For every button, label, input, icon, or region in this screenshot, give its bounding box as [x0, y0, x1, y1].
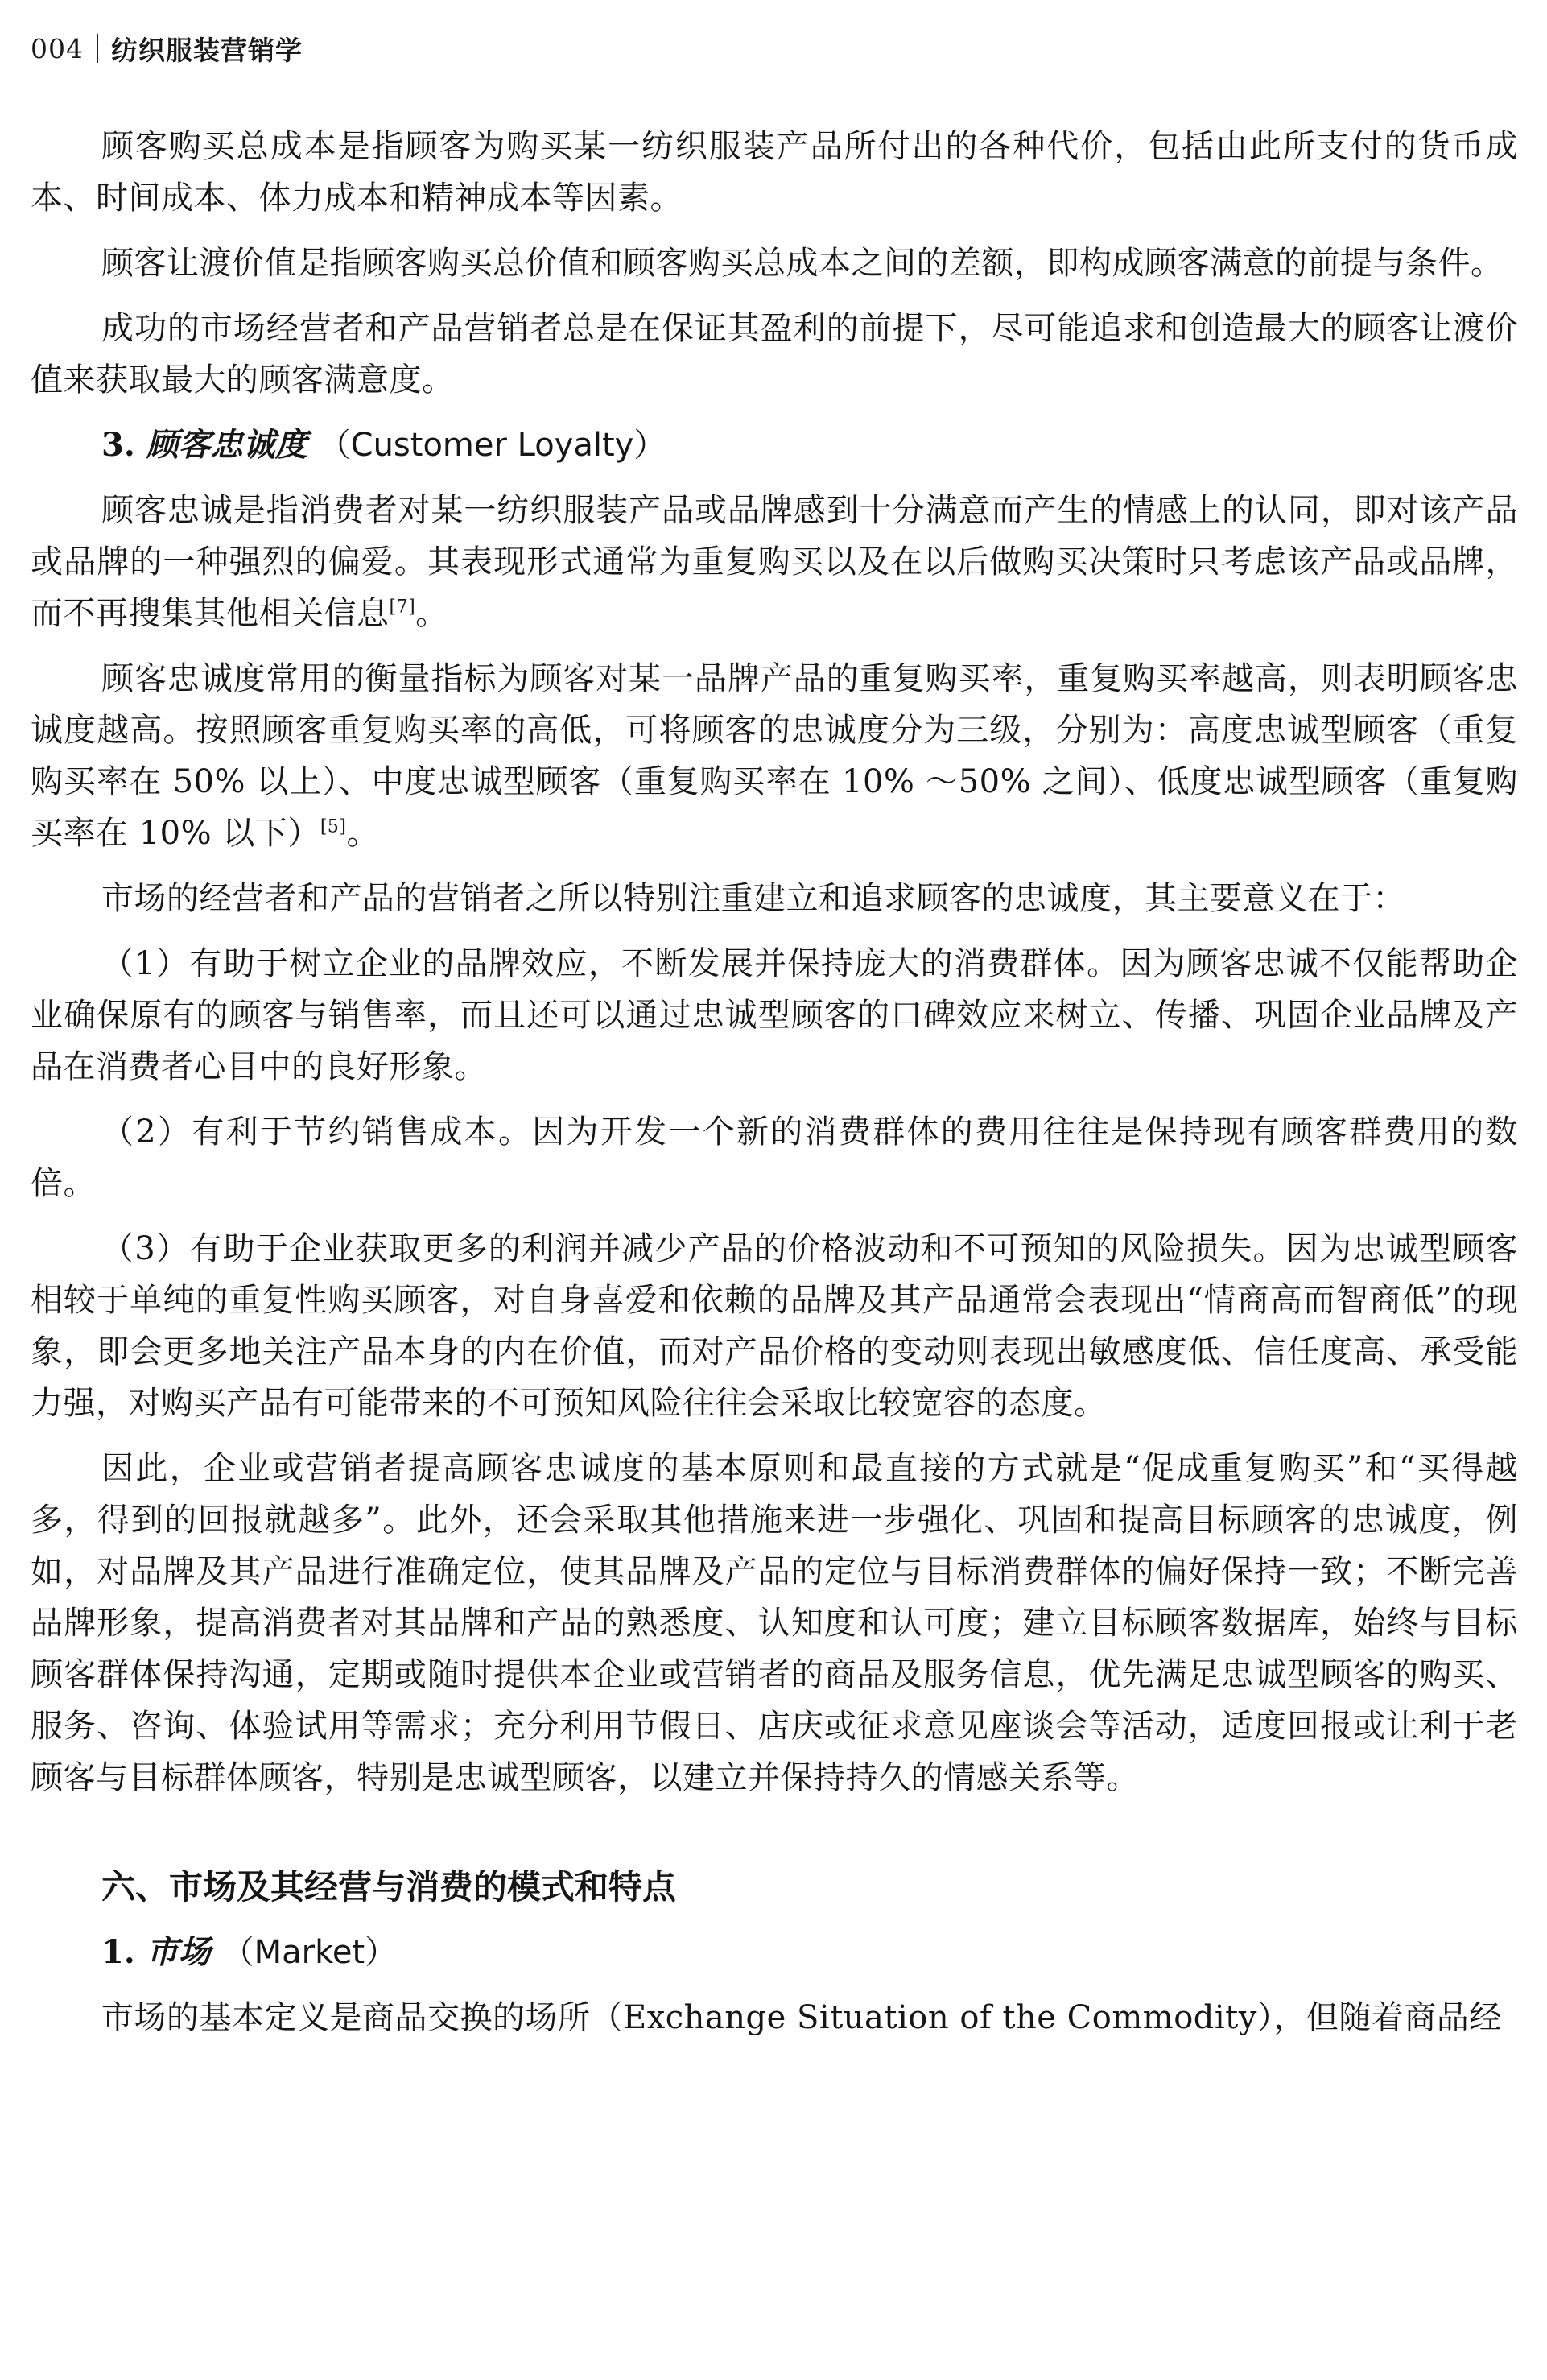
subheading-customer-loyalty — [31, 419, 1518, 471]
paragraph-market-definition: 市场的基本定义是商品交换的场所（Exchange Situation of the Commodity），但随着商品经 — [101, 1999, 1502, 2036]
paragraph-total-cost: 顾客购买总成本是指顾客为购买某一纺织服装产品所付出的各种代价，包括由此所支付的货币成本、时间成本、体力成本和精神成本等因素。 — [31, 128, 1518, 217]
paragraph-significance-intro: 市场的经营者和产品的营销者之所以特别注重建立和追求顾客的忠诚度，其主要意义在于： — [101, 880, 1405, 917]
paragraph-successful-marketers: 成功的市场经营者和产品营销者总是在保证其盈利的前提下，尽可能追求和创造最大的顾客让渡价值来获取最大的顾客满意度。 — [31, 310, 1518, 399]
section-heading-6: 六、市场及其经营与消费的模式和特点 — [101, 1867, 677, 1907]
subheading-title: 市场 — [146, 1933, 211, 1971]
paragraph-end: 。 — [346, 815, 380, 852]
header-divider — [97, 34, 98, 63]
subheading-market — [31, 1927, 1518, 1978]
subheading-english: （Customer Loyalty） — [318, 427, 666, 464]
paragraph-delivered-value: 顾客让渡价值是指顾客购买总价值和顾客购买总成本之间的差额，即构成顾客满意的前提与条件。 — [101, 245, 1504, 282]
paragraph-point-1: （1）有助于树立企业的品牌效应，不断发展并保持庞大的消费群体。因为顾客忠诚不仅能帮助企业确保原有的顾客与销售率，而且还可以通过忠诚型顾客的口碑效应来树立、传播、巩固企业品牌及产品在消费者心目中的良好形象。 — [31, 945, 1518, 1085]
citation-ref: [5] — [320, 816, 347, 837]
paragraph-text: 顾客忠诚是指消费者对某一纺织服装产品或品牌感到十分满意而产生的情感上的认同，即对该产品或品牌的一种强烈的偏爱。其表现形式通常为重复购买以及在以后做购买决策时只考虑该产品或品牌，而不再搜集其他相关信息 — [31, 492, 1518, 632]
subheading-english: （Market） — [221, 1934, 398, 1971]
paragraph-conclusion: 因此，企业或营销者提高顾客忠诚度的基本原则和最直接的方式就是“促成重复购买”和“买得越多，得到的回报就越多”。此外，还会采取其他措施来进一步强化、巩固和提高目标顾客的忠诚度，例如，对品牌及其产品进行准确定位，使其品牌及产品的定位与目标消费群体的偏好保持一致；不断完善品牌形象，提高消费者对其品牌和产品的熟悉度、认知度和认可度；建立目标顾客数据库，始终与目标顾客群体保持沟通，定期或随时提供本企业或营销者的商品及服务信息，优先满足忠诚型顾客的购买、服务、咨询、体验试用等需求；充分利用节假日、店庆或征求意见座谈会等活动，适度回报或让利于老顾客与目标群体顾客，特别是忠诚型顾客，以建立并保持持久的情感关系等。 — [31, 1450, 1518, 1796]
paragraph-loyalty-definition — [31, 485, 1518, 639]
paragraph-point-2: （2）有利于节约销售成本。因为开发一个新的消费群体的费用往往是保持现有顾客群费用的数倍。 — [31, 1114, 1518, 1202]
page-number: 004 — [31, 32, 84, 64]
paragraph-text: 顾客忠诚度常用的衡量指标为顾客对某一品牌产品的重复购买率，重复购买率越高，则表明顾客忠诚度越高。按照顾客重复购买率的高低，可将顾客的忠诚度分为三级，分别为：高度忠诚型顾客（重复购买率在 50% 以上）、中度忠诚型顾客（重复购买率在 10% ～50% 之间）、低度忠诚型顾客（重复购买率在 10% 以下） — [31, 660, 1518, 852]
subheading-number: 3. — [101, 426, 135, 464]
subheading-title: 顾客忠诚度 — [146, 426, 307, 464]
running-head — [31, 24, 303, 72]
book-title: 纺织服装营销学 — [111, 34, 303, 66]
citation-ref: [7] — [389, 597, 416, 618]
paragraph-loyalty-levels — [31, 653, 1518, 859]
subheading-number: 1. — [101, 1933, 135, 1971]
page-body — [31, 121, 1518, 2057]
paragraph-end: 。 — [415, 595, 448, 632]
paragraph-point-3: （3）有助于企业获取更多的利润并减少产品的价格波动和不可预知的风险损失。因为忠诚型顾客相较于单纯的重复性购买顾客，对自身喜爱和依赖的品牌及其产品通常会表现出“情商高而智商低”的现象，即会更多地关注产品本身的内在价值，而对产品价格的变动则表现出敏感度低、信任度高、承受能力强，对购买产品有可能带来的不可预知风险往往会采取比较宽容的态度。 — [31, 1230, 1518, 1422]
